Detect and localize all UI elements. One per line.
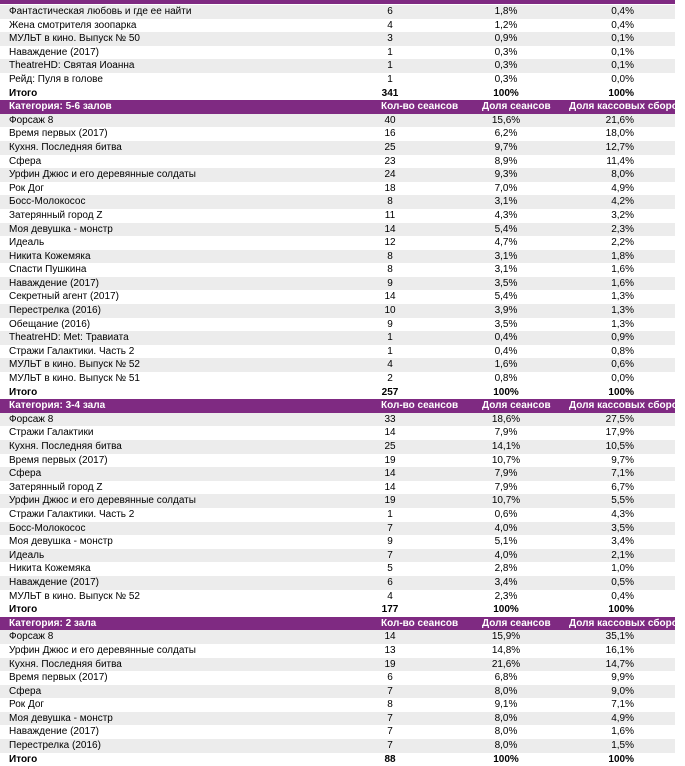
sessions-count: 14: [384, 631, 396, 643]
session-share: 7,9%: [494, 481, 518, 493]
category-title: Категория: 3-4 зала: [9, 400, 106, 412]
sessions-count: 6: [387, 6, 393, 17]
session-share: 9,1%: [494, 699, 518, 711]
sessions-count: 14: [384, 427, 396, 439]
top-divider: [0, 0, 675, 4]
session-share: 15,6%: [491, 114, 521, 126]
sessions-count: 8: [387, 250, 393, 262]
box-share: 9,0%: [611, 685, 634, 697]
session-share: 1,6%: [494, 359, 518, 371]
header-sessions: Кол-во сеансов: [381, 101, 459, 113]
sessions-count: 25: [384, 141, 396, 153]
sessions-count: 1: [387, 46, 393, 58]
table-row: [0, 345, 675, 359]
box-share: 7,1%: [611, 699, 634, 711]
table-row: [0, 522, 675, 536]
box-share: 0,6%: [611, 359, 634, 371]
table-row: [0, 263, 675, 277]
box-share: 0,4%: [611, 590, 634, 602]
table-row: [0, 685, 675, 699]
total-label: Итого: [9, 87, 38, 99]
session-share: 10,7%: [491, 495, 521, 507]
sessions-count: 8: [387, 699, 393, 711]
table-row: [0, 535, 675, 549]
film-title: TheatreHD: Met: Травиата: [9, 332, 129, 344]
session-share: 0,3%: [494, 46, 518, 58]
total-row: [0, 87, 675, 101]
sessions-count: 10: [384, 305, 396, 317]
film-title: Кухня. Последняя битва: [9, 658, 122, 670]
category-title: Категория: 5-6 залов: [9, 101, 112, 113]
film-title: Наваждение (2017): [9, 576, 99, 588]
table-row: [0, 494, 675, 508]
film-title: Затерянный город Z: [9, 481, 103, 493]
film-title: Перестрелка (2016): [9, 305, 101, 317]
session-share: 0,4%: [494, 345, 518, 357]
total-sessions: 177: [381, 604, 399, 616]
film-title: Сфера: [9, 685, 42, 697]
film-title: Затерянный город Z: [9, 209, 103, 221]
table-row: [0, 318, 675, 332]
box-share: 6,7%: [611, 481, 634, 493]
total-session-share: 100%: [493, 87, 519, 99]
table-row: [0, 739, 675, 753]
sessions-count: 14: [384, 223, 396, 235]
film-title: Форсаж 8: [9, 413, 54, 425]
film-title: Стражи Галактики. Часть 2: [9, 508, 135, 520]
session-share: 4,0%: [494, 549, 518, 561]
table-row: [0, 127, 675, 141]
film-title: Урфин Джюс и его деревянные солдаты: [9, 495, 196, 507]
session-share: 1,2%: [494, 19, 518, 31]
box-share: 1,0%: [611, 563, 634, 575]
box-share: 0,4%: [611, 19, 634, 31]
table-row: [0, 5, 675, 19]
film-title: Моя девушка - монстр: [9, 536, 113, 548]
total-row: [0, 386, 675, 400]
box-share: 0,4%: [611, 6, 634, 17]
sessions-count: 6: [387, 672, 393, 684]
box-share: 18,0%: [605, 128, 634, 140]
box-share: 0,1%: [611, 33, 634, 45]
session-share: 4,0%: [494, 522, 518, 534]
film-title: Время первых (2017): [9, 672, 108, 684]
table-row: [0, 277, 675, 291]
table-row: [0, 698, 675, 712]
sessions-count: 5: [387, 563, 393, 575]
session-share: 3,1%: [494, 196, 518, 208]
session-share: 2,3%: [494, 590, 518, 602]
header-session-share: Доля сеансов: [482, 400, 551, 412]
film-title: Перестрелка (2016): [9, 740, 101, 752]
table-row: [0, 644, 675, 658]
header-sessions: Кол-во сеансов: [381, 400, 459, 412]
table-row: [0, 114, 675, 128]
session-share: 0,3%: [494, 60, 518, 72]
session-share: 8,0%: [494, 740, 518, 752]
sessions-count: 8: [387, 264, 393, 276]
sessions-count: 8: [387, 196, 393, 208]
table-row: [0, 32, 675, 46]
sessions-count: 14: [384, 468, 396, 480]
table-row: [0, 195, 675, 209]
sessions-count: 1: [387, 508, 393, 520]
session-share: 3,5%: [494, 318, 518, 330]
session-share: 0,3%: [494, 73, 518, 85]
session-share: 10,7%: [491, 454, 521, 466]
film-title: Рейд: Пуля в голове: [9, 73, 103, 85]
sessions-count: 25: [384, 441, 396, 452]
sessions-count: 33: [384, 413, 396, 425]
box-share: 0,1%: [611, 60, 634, 72]
table-row: [0, 358, 675, 372]
session-share: 7,9%: [494, 468, 518, 480]
box-share: 0,5%: [611, 576, 634, 588]
box-share: 2,1%: [611, 549, 634, 561]
table-row: [0, 712, 675, 726]
table-row: [0, 19, 675, 33]
session-share: 2,8%: [494, 563, 518, 575]
header-box-share: Доля кассовых сборов: [569, 101, 684, 113]
total-box-share: 100%: [608, 87, 634, 99]
film-title: Босс-Молокосос: [9, 196, 86, 208]
total-sessions: 257: [381, 386, 399, 398]
total-box-share: 100%: [608, 753, 634, 765]
film-title: МУЛЬТ в кино. Выпуск № 52: [9, 590, 140, 602]
box-share: 1,6%: [611, 726, 634, 738]
box-share: 3,5%: [611, 522, 634, 534]
box-share: 2,2%: [611, 237, 634, 249]
film-title: Кухня. Последняя битва: [9, 141, 122, 153]
session-share: 0,6%: [494, 508, 518, 520]
film-title: Рок Дог: [9, 699, 45, 711]
session-share: 8,0%: [494, 685, 518, 697]
session-share: 3,9%: [494, 305, 518, 317]
sessions-count: 7: [387, 522, 393, 534]
sessions-count: 7: [387, 740, 393, 752]
film-title: МУЛЬТ в кино. Выпуск № 50: [9, 33, 140, 45]
sessions-count: 12: [384, 237, 396, 249]
sessions-count: 7: [387, 685, 393, 697]
session-share: 5,4%: [494, 291, 518, 303]
table-row: [0, 658, 675, 672]
sessions-count: 19: [384, 495, 396, 507]
cinema-table: [0, 5, 684, 766]
sessions-count: 4: [387, 590, 393, 602]
session-share: 21,6%: [491, 658, 521, 670]
box-share: 35,1%: [605, 631, 634, 643]
box-share: 1,5%: [611, 740, 634, 752]
sessions-count: 7: [387, 726, 393, 738]
table-row: [0, 467, 675, 481]
session-share: 6,8%: [494, 672, 518, 684]
total-label: Итого: [9, 604, 38, 616]
session-share: 18,6%: [491, 413, 521, 425]
total-session-share: 100%: [493, 753, 519, 765]
box-share: 2,3%: [611, 223, 634, 235]
session-share: 15,9%: [491, 631, 521, 643]
total-box-share: 100%: [608, 386, 634, 398]
table-row: [0, 59, 675, 73]
session-share: 3,1%: [494, 250, 518, 262]
session-share: 0,8%: [494, 373, 518, 385]
table-row: [0, 155, 675, 169]
box-share: 10,5%: [605, 441, 634, 452]
table-row: [0, 141, 675, 155]
film-title: TheatreHD: Святая Иоанна: [9, 60, 135, 72]
box-share: 9,9%: [611, 672, 634, 684]
table-row: [0, 454, 675, 468]
film-title: Фантастическая любовь и где ее найти: [9, 6, 192, 17]
box-share: 0,0%: [611, 73, 634, 85]
film-title: Наваждение (2017): [9, 726, 99, 738]
film-title: Урфин Джюс и его деревянные солдаты: [9, 644, 196, 656]
table-row: [0, 590, 675, 604]
header-sessions: Кол-во сеансов: [381, 617, 459, 629]
session-share: 3,4%: [494, 576, 518, 588]
total-session-share: 100%: [493, 386, 519, 398]
sessions-count: 1: [387, 345, 393, 357]
sessions-count: 14: [384, 481, 396, 493]
session-share: 0,4%: [494, 332, 518, 344]
box-share: 12,7%: [605, 141, 634, 153]
box-share: 16,1%: [605, 644, 634, 656]
session-share: 9,3%: [494, 169, 518, 181]
film-title: Идеаль: [9, 237, 45, 249]
session-share: 6,2%: [494, 128, 518, 140]
table-row: [0, 209, 675, 223]
table-row: [0, 182, 675, 196]
sessions-count: 7: [387, 712, 393, 724]
session-share: 14,1%: [491, 441, 521, 452]
session-share: 5,4%: [494, 223, 518, 235]
table-row: [0, 168, 675, 182]
sessions-count: 1: [387, 332, 393, 344]
sessions-count: 19: [384, 658, 396, 670]
sessions-count: 11: [384, 209, 396, 221]
box-share: 1,3%: [611, 291, 634, 303]
box-share: 11,4%: [606, 155, 634, 167]
table-row: [0, 236, 675, 250]
film-title: Время первых (2017): [9, 454, 108, 466]
session-share: 8,0%: [494, 726, 518, 738]
box-share: 1,3%: [611, 318, 634, 330]
box-share: 0,8%: [611, 345, 634, 357]
table-row: [0, 73, 675, 87]
film-title: Рок Дог: [9, 182, 45, 194]
film-title: Сфера: [9, 468, 42, 480]
sessions-count: 14: [384, 291, 396, 303]
film-title: Секретный агент (2017): [9, 291, 119, 303]
box-share: 3,2%: [611, 209, 634, 221]
film-title: Моя девушка - монстр: [9, 223, 113, 235]
session-share: 4,3%: [494, 209, 518, 221]
table-row: [0, 426, 675, 440]
total-label: Итого: [9, 753, 38, 765]
box-share: 4,9%: [611, 182, 634, 194]
session-share: 9,7%: [494, 141, 518, 153]
session-share: 3,5%: [494, 277, 518, 289]
sessions-count: 9: [387, 536, 393, 548]
film-title: Время первых (2017): [9, 128, 108, 140]
session-share: 5,1%: [494, 536, 518, 548]
film-title: Моя девушка - монстр: [9, 712, 113, 724]
total-sessions: 341: [381, 87, 399, 99]
film-title: МУЛЬТ в кино. Выпуск № 52: [9, 359, 140, 371]
film-title: МУЛЬТ в кино. Выпуск № 51: [9, 373, 140, 385]
box-share: 0,9%: [611, 332, 634, 344]
table-row: [0, 562, 675, 576]
category-header: [0, 399, 684, 413]
box-share: 17,9%: [605, 427, 634, 439]
sessions-count: 7: [387, 549, 393, 561]
category-title: Категория: 2 зала: [9, 617, 97, 629]
session-share: 14,8%: [491, 644, 521, 656]
header-session-share: Доля сеансов: [482, 101, 551, 113]
box-share: 4,2%: [611, 196, 634, 208]
total-box-share: 100%: [608, 604, 634, 616]
session-share: 7,9%: [494, 427, 518, 439]
film-title: Никита Кожемяка: [9, 250, 91, 262]
box-share: 4,9%: [611, 712, 634, 724]
sessions-count: 13: [384, 644, 396, 656]
film-title: Идеаль: [9, 549, 45, 561]
sessions-count: 2: [387, 373, 393, 385]
box-share: 1,6%: [611, 277, 634, 289]
header-session-share: Доля сеансов: [482, 617, 551, 629]
box-share: 4,3%: [611, 508, 634, 520]
session-share: 4,7%: [494, 237, 518, 249]
header-box-share: Доля кассовых сборов: [569, 400, 684, 412]
session-share: 8,0%: [494, 712, 518, 724]
session-share: 0,9%: [494, 33, 518, 45]
table-row: [0, 549, 675, 563]
table-row: [0, 290, 675, 304]
sessions-count: 16: [384, 128, 396, 140]
total-row: [0, 603, 675, 617]
table-row: [0, 508, 675, 522]
session-share: 1,8%: [494, 6, 518, 17]
film-title: Форсаж 8: [9, 631, 54, 643]
box-share: 0,1%: [611, 46, 634, 58]
total-row: [0, 753, 675, 766]
sessions-count: 40: [384, 114, 396, 126]
film-title: Стражи Галактики. Часть 2: [9, 345, 135, 357]
total-sessions: 88: [384, 753, 396, 765]
sessions-count: 19: [384, 454, 396, 466]
total-label: Итого: [9, 386, 38, 398]
box-share: 1,6%: [611, 264, 634, 276]
session-share: 7,0%: [494, 182, 518, 194]
session-share: 8,9%: [494, 155, 518, 167]
film-title: Никита Кожемяка: [9, 563, 91, 575]
table-row: [0, 413, 675, 427]
sessions-count: 6: [387, 576, 393, 588]
film-title: Урфин Джюс и его деревянные солдаты: [9, 169, 196, 181]
sessions-count: 4: [387, 19, 393, 31]
table-row: [0, 481, 675, 495]
sessions-count: 9: [387, 318, 393, 330]
box-share: 5,5%: [611, 495, 634, 507]
sessions-count: 4: [387, 359, 393, 371]
film-title: Наваждение (2017): [9, 277, 99, 289]
sessions-count: 18: [384, 182, 396, 194]
sessions-count: 24: [384, 169, 396, 181]
box-share: 7,1%: [611, 468, 634, 480]
sessions-count: 1: [387, 73, 393, 85]
box-share: 1,8%: [611, 250, 634, 262]
box-share: 1,3%: [611, 305, 634, 317]
table-row: [0, 725, 675, 739]
box-share: 14,7%: [605, 658, 634, 670]
session-share: 3,1%: [494, 264, 518, 276]
table-row: [0, 671, 675, 685]
box-share: 27,5%: [605, 413, 634, 425]
header-box-share: Доля кассовых сборов: [569, 617, 684, 629]
film-title: Кухня. Последняя битва: [9, 441, 122, 452]
total-session-share: 100%: [493, 604, 519, 616]
sessions-count: 3: [387, 33, 393, 45]
box-share: 0,0%: [611, 373, 634, 385]
table-row: [0, 440, 675, 454]
table-row: [0, 372, 675, 386]
category-header: [0, 100, 684, 114]
table-row: [0, 630, 675, 644]
table-row: [0, 576, 675, 590]
table-row: [0, 331, 675, 345]
table-row: [0, 223, 675, 237]
film-title: Обещание (2016): [9, 318, 91, 330]
sessions-count: 9: [387, 277, 393, 289]
box-share: 8,0%: [611, 169, 634, 181]
sessions-count: 23: [384, 155, 396, 167]
table-row: [0, 250, 675, 264]
box-share: 9,7%: [611, 454, 634, 466]
film-title: Жена смотрителя зоопарка: [9, 19, 137, 31]
category-header: [0, 617, 684, 631]
film-title: Спасти Пушкина: [9, 264, 87, 276]
box-share: 3,4%: [611, 536, 634, 548]
table-row: [0, 46, 675, 60]
film-title: Наваждение (2017): [9, 46, 99, 58]
film-title: Стражи Галактики: [9, 427, 94, 439]
sessions-count: 1: [387, 60, 393, 72]
film-title: Босс-Молокосос: [9, 522, 86, 534]
box-share: 21,6%: [605, 114, 634, 126]
table-row: [0, 304, 675, 318]
film-title: Форсаж 8: [9, 114, 54, 126]
film-title: Сфера: [9, 155, 42, 167]
